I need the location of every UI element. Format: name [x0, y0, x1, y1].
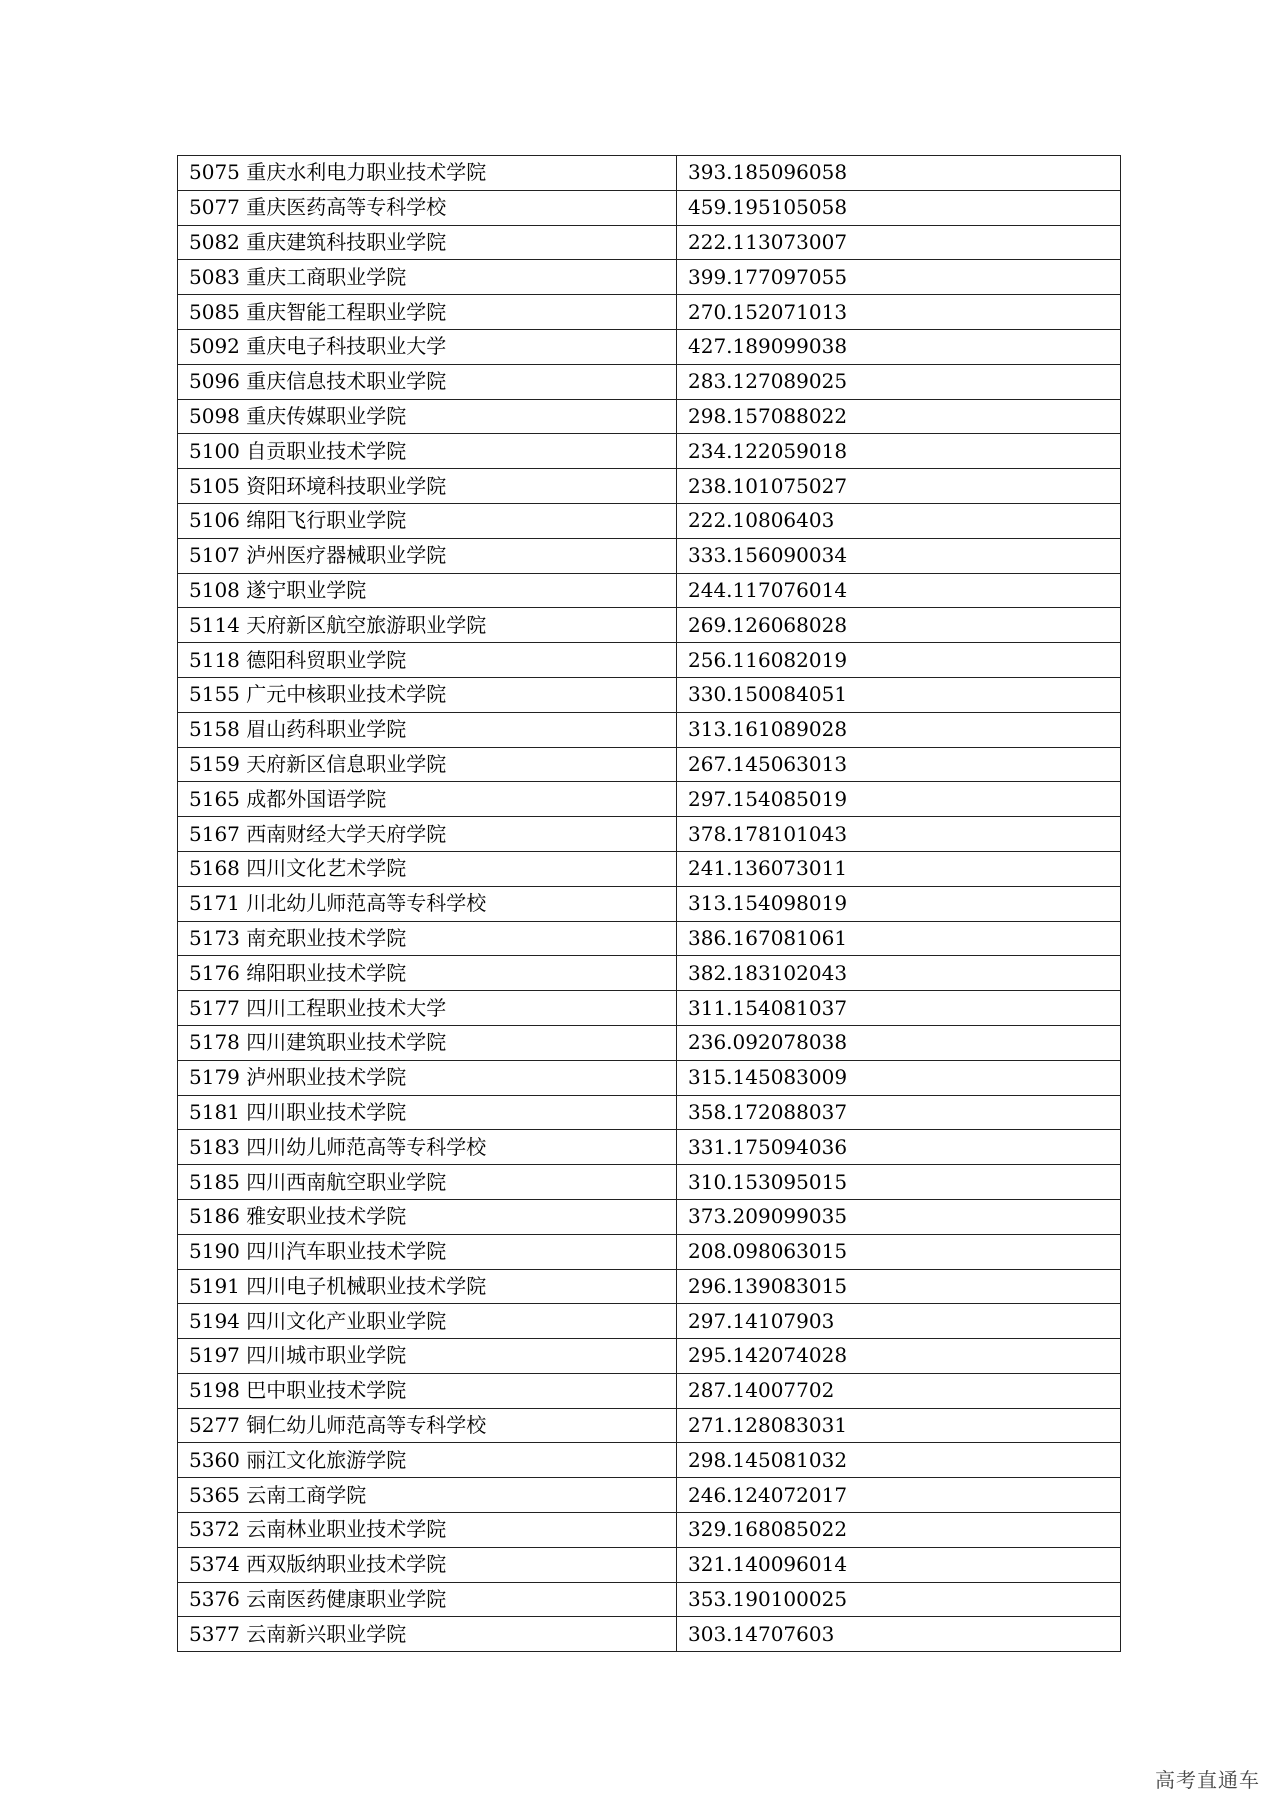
- school-cell: 5158 眉山药科职业学院: [178, 712, 677, 747]
- school-cell: 5159 天府新区信息职业学院: [178, 747, 677, 782]
- school-cell: 5173 南充职业技术学院: [178, 921, 677, 956]
- table-row: [178, 851, 1121, 886]
- table-row: [178, 1547, 1121, 1582]
- score-cell: 313.154098019: [677, 886, 1121, 921]
- school-cell: 5191 四川电子机械职业技术学院: [178, 1269, 677, 1304]
- score-cell: 315.145083009: [677, 1060, 1121, 1095]
- school-cell: 5108 遂宁职业学院: [178, 573, 677, 608]
- watermark-text: 高考直通车: [1155, 1768, 1260, 1792]
- school-cell: 5168 四川文化艺术学院: [178, 851, 677, 886]
- score-cell: 399.177097055: [677, 260, 1121, 295]
- school-cell: 5197 四川城市职业学院: [178, 1339, 677, 1374]
- school-cell: 5075 重庆水利电力职业技术学院: [178, 156, 677, 191]
- table-row: [178, 295, 1121, 330]
- school-cell: 5077 重庆医药高等专科学校: [178, 190, 677, 225]
- table-row: [178, 1339, 1121, 1374]
- school-cell: 5377 云南新兴职业学院: [178, 1617, 677, 1652]
- school-cell: 5183 四川幼儿师范高等专科学校: [178, 1130, 677, 1165]
- school-cell: 5179 泸州职业技术学院: [178, 1060, 677, 1095]
- school-cell: 5181 四川职业技术学院: [178, 1095, 677, 1130]
- table-row: [178, 1025, 1121, 1060]
- school-cell: 5185 四川西南航空职业学院: [178, 1165, 677, 1200]
- score-cell: 256.116082019: [677, 643, 1121, 678]
- score-cell: 298.145081032: [677, 1443, 1121, 1478]
- school-cell: 5100 自贡职业技术学院: [178, 434, 677, 469]
- table-row: [178, 991, 1121, 1026]
- table-row: [178, 225, 1121, 260]
- table-row: [178, 712, 1121, 747]
- school-cell: 5360 丽江文化旅游学院: [178, 1443, 677, 1478]
- score-cell: 295.142074028: [677, 1339, 1121, 1374]
- school-cell: 5198 巴中职业技术学院: [178, 1373, 677, 1408]
- score-cell: 311.154081037: [677, 991, 1121, 1026]
- score-cell: 267.145063013: [677, 747, 1121, 782]
- score-cell: 222.113073007: [677, 225, 1121, 260]
- score-cell: 283.127089025: [677, 364, 1121, 399]
- table-body: [178, 156, 1121, 1652]
- table-row: [178, 1060, 1121, 1095]
- score-cell: 358.172088037: [677, 1095, 1121, 1130]
- score-cell: 329.168085022: [677, 1513, 1121, 1548]
- score-cell: 296.139083015: [677, 1269, 1121, 1304]
- score-cell: 331.175094036: [677, 1130, 1121, 1165]
- table-row: [178, 260, 1121, 295]
- school-cell: 5176 绵阳职业技术学院: [178, 956, 677, 991]
- table-row: [178, 434, 1121, 469]
- school-cell: 5106 绵阳飞行职业学院: [178, 503, 677, 538]
- score-cell: 208.098063015: [677, 1234, 1121, 1269]
- score-cell: 321.140096014: [677, 1547, 1121, 1582]
- table-row: [178, 1165, 1121, 1200]
- table-row: [178, 364, 1121, 399]
- score-cell: 313.161089028: [677, 712, 1121, 747]
- table-row: [178, 747, 1121, 782]
- table-row: [178, 921, 1121, 956]
- table-row: [178, 503, 1121, 538]
- table-row: [178, 538, 1121, 573]
- score-cell: 238.101075027: [677, 469, 1121, 504]
- table-row: [178, 677, 1121, 712]
- score-cell: 303.14707603: [677, 1617, 1121, 1652]
- table-row: [178, 1304, 1121, 1339]
- school-cell: 5372 云南林业职业技术学院: [178, 1513, 677, 1548]
- table-row: [178, 329, 1121, 364]
- school-cell: 5118 德阳科贸职业学院: [178, 643, 677, 678]
- score-cell: 459.195105058: [677, 190, 1121, 225]
- score-cell: 270.152071013: [677, 295, 1121, 330]
- table-row: [178, 1269, 1121, 1304]
- table-row: [178, 1408, 1121, 1443]
- table-row: [178, 573, 1121, 608]
- score-table: [177, 155, 1121, 1652]
- table-row: [178, 1130, 1121, 1165]
- score-cell: 330.150084051: [677, 677, 1121, 712]
- school-cell: 5374 西双版纳职业技术学院: [178, 1547, 677, 1582]
- table-row: [178, 469, 1121, 504]
- school-cell: 5186 雅安职业技术学院: [178, 1199, 677, 1234]
- score-cell: 297.154085019: [677, 782, 1121, 817]
- school-cell: 5107 泸州医疗器械职业学院: [178, 538, 677, 573]
- table-row: [178, 1373, 1121, 1408]
- school-cell: 5092 重庆电子科技职业大学: [178, 329, 677, 364]
- score-cell: 378.178101043: [677, 817, 1121, 852]
- school-cell: 5277 铜仁幼儿师范高等专科学校: [178, 1408, 677, 1443]
- score-cell: 382.183102043: [677, 956, 1121, 991]
- table-row: [178, 1617, 1121, 1652]
- score-cell: 353.190100025: [677, 1582, 1121, 1617]
- school-cell: 5190 四川汽车职业技术学院: [178, 1234, 677, 1269]
- table-row: [178, 1582, 1121, 1617]
- school-cell: 5083 重庆工商职业学院: [178, 260, 677, 295]
- table-row: [178, 886, 1121, 921]
- table-row: [178, 1478, 1121, 1513]
- table-row: [178, 782, 1121, 817]
- score-cell: 287.14007702: [677, 1373, 1121, 1408]
- table-row: [178, 1199, 1121, 1234]
- school-cell: 5365 云南工商学院: [178, 1478, 677, 1513]
- table-row: [178, 643, 1121, 678]
- school-cell: 5171 川北幼儿师范高等专科学校: [178, 886, 677, 921]
- score-cell: 373.209099035: [677, 1199, 1121, 1234]
- table-row: [178, 1443, 1121, 1478]
- school-cell: 5178 四川建筑职业技术学院: [178, 1025, 677, 1060]
- table-row: [178, 1234, 1121, 1269]
- score-cell: 234.122059018: [677, 434, 1121, 469]
- table-row: [178, 190, 1121, 225]
- school-cell: 5114 天府新区航空旅游职业学院: [178, 608, 677, 643]
- score-cell: 236.092078038: [677, 1025, 1121, 1060]
- score-cell: 271.128083031: [677, 1408, 1121, 1443]
- score-cell: 386.167081061: [677, 921, 1121, 956]
- school-cell: 5082 重庆建筑科技职业学院: [178, 225, 677, 260]
- table-row: [178, 817, 1121, 852]
- score-cell: 393.185096058: [677, 156, 1121, 191]
- table-row: [178, 956, 1121, 991]
- score-cell: 427.189099038: [677, 329, 1121, 364]
- school-cell: 5167 西南财经大学天府学院: [178, 817, 677, 852]
- score-cell: 297.14107903: [677, 1304, 1121, 1339]
- school-cell: 5177 四川工程职业技术大学: [178, 991, 677, 1026]
- score-cell: 333.156090034: [677, 538, 1121, 573]
- school-cell: 5155 广元中核职业技术学院: [178, 677, 677, 712]
- table-row: [178, 1513, 1121, 1548]
- school-cell: 5098 重庆传媒职业学院: [178, 399, 677, 434]
- score-cell: 244.117076014: [677, 573, 1121, 608]
- table-row: [178, 156, 1121, 191]
- score-cell: 298.157088022: [677, 399, 1121, 434]
- score-cell: 246.124072017: [677, 1478, 1121, 1513]
- score-cell: 222.10806403: [677, 503, 1121, 538]
- school-cell: 5165 成都外国语学院: [178, 782, 677, 817]
- score-cell: 310.153095015: [677, 1165, 1121, 1200]
- score-cell: 269.126068028: [677, 608, 1121, 643]
- table-row: [178, 1095, 1121, 1130]
- school-cell: 5085 重庆智能工程职业学院: [178, 295, 677, 330]
- school-cell: 5376 云南医药健康职业学院: [178, 1582, 677, 1617]
- school-cell: 5194 四川文化产业职业学院: [178, 1304, 677, 1339]
- school-cell: 5105 资阳环境科技职业学院: [178, 469, 677, 504]
- score-cell: 241.136073011: [677, 851, 1121, 886]
- school-cell: 5096 重庆信息技术职业学院: [178, 364, 677, 399]
- table-row: [178, 608, 1121, 643]
- table-row: [178, 399, 1121, 434]
